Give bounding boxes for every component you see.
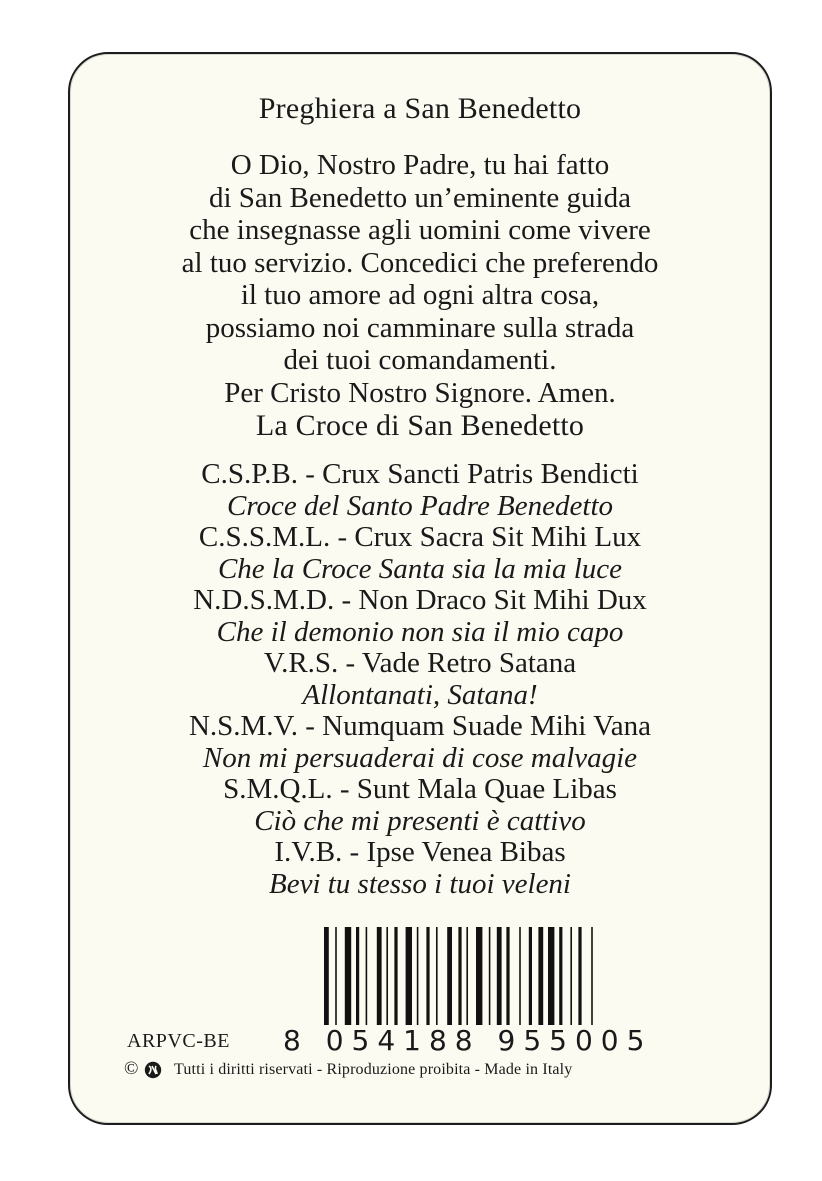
barcode-bar [356,927,359,1025]
cross-abbreviation-line: V.R.S. - Vade Retro Satana [263,647,577,679]
cross-abbreviation-line: S.M.Q.L. - Sunt Mala Quae Libas [223,773,617,805]
cross-title: La Croce di San Benedetto [255,409,585,442]
cross-translation-line: Che la Croce Santa sia la mia luce [217,552,623,585]
barcode-bar [335,927,337,1025]
cross-translation-line: Non mi persuaderai di cose malvagie [202,741,638,774]
barcode-bar [436,927,438,1025]
barcode-bar [447,927,452,1025]
barcode-bar [386,927,388,1025]
barcode-bar [417,927,419,1025]
cross-abbreviation-line: C.S.S.M.L. - Crux Sacra Sit Mihi Lux [198,521,642,553]
barcode-bar [489,927,491,1025]
barcode-bar [529,927,532,1025]
barcode-bar [506,927,509,1025]
barcode-bar [548,927,554,1025]
barcode [320,927,672,1025]
barcode-bar [591,927,593,1025]
barcode-bar [366,927,368,1025]
barcode-bar [578,927,581,1025]
barcode-bar [570,927,572,1025]
barcode-bar [538,927,543,1025]
cross-abbreviation-line: N.S.M.V. - Numquam Suade Mihi Vana [188,710,652,742]
cross-translation-line: Bevi tu stesso i tuoi veleni [268,867,571,900]
barcode-bar [394,927,397,1025]
cross-abbreviation-line: C.S.P.B. - Crux Sancti Patris Bendicti [201,458,639,490]
prayer-line: O Dio, Nostro Padre, tu hai fatto [230,149,610,181]
barcode-bar [406,927,412,1025]
barcode-bar [377,927,382,1025]
prayer-line: al tuo servizio. Concedici che preferendo [181,246,659,279]
footer [124,1060,724,1082]
footer-text: Tutti i diritti riservati - Riproduzione proibita - Made in Italy [174,1061,573,1078]
barcode-bar [476,927,482,1025]
cross-abbreviation-line: N.D.S.M.D. - Non Draco Sit Mihi Dux [193,584,647,616]
product-code-row [127,1024,727,1058]
cross-translation-line: Ciò che mi presenti è cattivo [254,804,586,837]
sku-code: ARPVC-BE [127,1030,230,1052]
prayer-line: di San Benedetto un’eminente guida [208,181,631,214]
barcode-bar [497,927,502,1025]
barcode-bar [466,927,468,1025]
barcode-bar [324,927,329,1025]
barcode-bar [559,927,562,1025]
barcode-bar [458,927,461,1025]
prayer-line: possiamo noi camminare sulla strada [205,311,635,344]
barcode-digits: 8 054188 955005 [283,1024,653,1057]
cross-abbreviation-line: I.V.B. - Ipse Venea Bibas [274,836,566,868]
prayer-line: il tuo amore ad ogni altra cosa, [240,279,600,311]
prayer-text [70,149,770,409]
barcode-bar [426,927,429,1025]
prayer-title: Preghiera a San Benedetto [258,92,582,125]
cross-translation-line: Allontanati, Satana! [302,678,538,711]
prayer-line: che insegnasse agli uomini come vivere [189,214,651,246]
barcode-bar [519,927,521,1025]
copyright-icon: © [124,1058,139,1079]
barcode-graphic [320,927,672,1025]
cross-translation-line: Croce del Santo Padre Benedetto [226,489,614,522]
cross-list [70,459,770,900]
barcode-bar [345,927,351,1025]
prayer-line: dei tuoi comandamenti. [283,344,557,376]
prayer-line: Per Cristo Nostro Signore. Amen. [224,376,616,409]
cross-translation-line: Che il demonio non sia il mio capo [216,615,624,648]
publisher-logo-icon [144,1061,162,1079]
prayer-card [68,52,772,1125]
